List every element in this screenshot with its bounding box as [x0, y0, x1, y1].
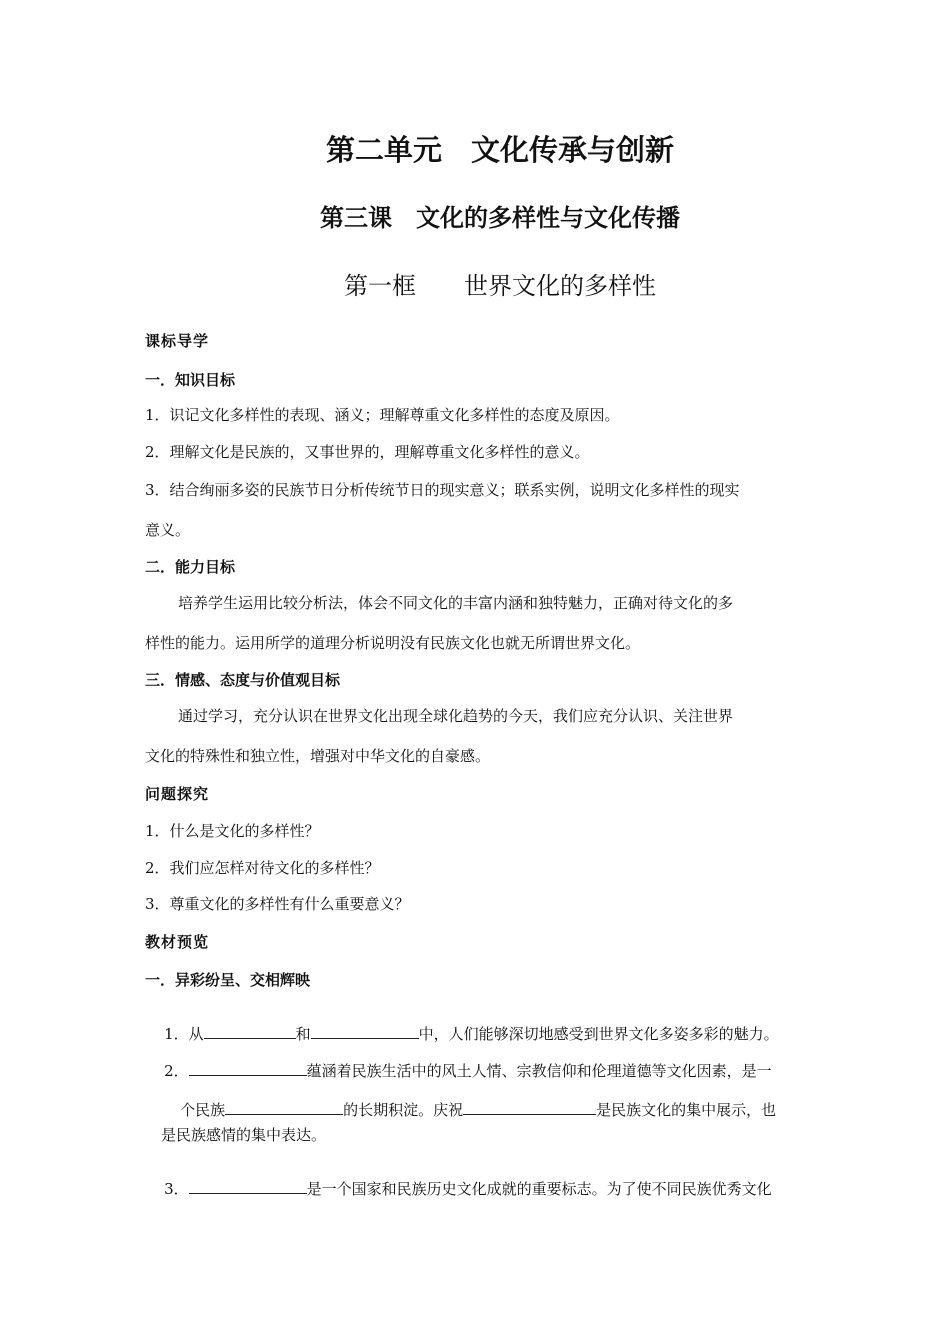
inquiry-heading: 问题探究 [145, 785, 210, 803]
fill-text: 3． [164, 1180, 189, 1198]
answer-blank[interactable] [463, 1100, 596, 1115]
ability-text-line2: 样性的能力。运用所学的道理分析说明没有民族文化也就无所谓世界文化。 [145, 634, 641, 652]
answer-blank[interactable] [311, 1024, 419, 1039]
answer-blank[interactable] [189, 1179, 307, 1194]
emotion-goals-title: 三．情感、态度与价值观目标 [145, 671, 341, 689]
preview-section-1-title: 一．异彩纷呈、交相辉映 [145, 971, 311, 989]
guide-heading: 课标导学 [145, 332, 210, 350]
fill-in-item-3 [145, 1160, 772, 1217]
fill-text: 个民族 [180, 1101, 226, 1119]
fill-text: 中，人们能够深切地感受到世界文化多姿多彩的魅力。 [418, 1025, 779, 1043]
fill-text: 2． [164, 1062, 189, 1080]
preview-heading: 教材预览 [145, 933, 210, 951]
answer-blank[interactable] [225, 1100, 343, 1115]
fill-text: 是民族文化的集中展示，也 [596, 1101, 777, 1119]
emotion-text-line1: 通过学习，充分认识在世界文化出现全球化趋势的今天，我们应充分认识、关注世界 [178, 707, 734, 725]
inquiry-question-1: 1．什么是文化的多样性？ [145, 822, 320, 840]
ability-goals-title: 二．能力目标 [145, 558, 236, 576]
lesson-title: 第三课 文化的多样性与文化传播 [320, 204, 680, 232]
knowledge-goal-2: 2．理解文化是民族的，又事世界的，理解尊重文化多样性的意义。 [145, 443, 590, 461]
fill-text: 蕴涵着民族生活中的风土人情、宗教信仰和伦理道德等文化因素，是一 [306, 1062, 772, 1080]
frame-title: 第一框 世界文化的多样性 [344, 272, 656, 300]
knowledge-goals-title: 一．知识目标 [145, 371, 236, 389]
fill-text: 是一个国家和民族历史文化成就的重要标志。为了使不同民族优秀文化 [306, 1180, 772, 1198]
emotion-text-line2: 文化的特殊性和独立性，增强对中华文化的自豪感。 [145, 747, 491, 765]
fill-text: 的长期积淀。庆祝 [343, 1101, 464, 1119]
unit-title: 第二单元 文化传承与创新 [325, 133, 674, 167]
fill-text: 和 [295, 1025, 311, 1043]
knowledge-goal-3-line2: 意义。 [145, 521, 191, 539]
answer-blank[interactable] [204, 1024, 296, 1039]
fill-text: 1．从 [164, 1025, 204, 1043]
knowledge-goal-1: 1．识记文化多样性的表现、涵义；理解尊重文化多样性的态度及原因。 [145, 406, 620, 424]
knowledge-goal-3-line1: 3．结合绚丽多姿的民族节日分析传统节日的现实意义；联系实例，说明文化多样性的现实 [145, 481, 740, 499]
inquiry-question-3: 3．尊重文化的多样性有什么重要意义？ [145, 895, 410, 913]
fill-in-item-2-line3: 是民族感情的集中表达。 [161, 1126, 327, 1144]
answer-blank[interactable] [189, 1061, 307, 1076]
ability-text-line1: 培养学生运用比较分析法，体会不同文化的丰富内涵和独特魅力，正确对待文化的多 [178, 594, 734, 612]
inquiry-question-2: 2．我们应怎样对待文化的多样性？ [145, 859, 380, 877]
